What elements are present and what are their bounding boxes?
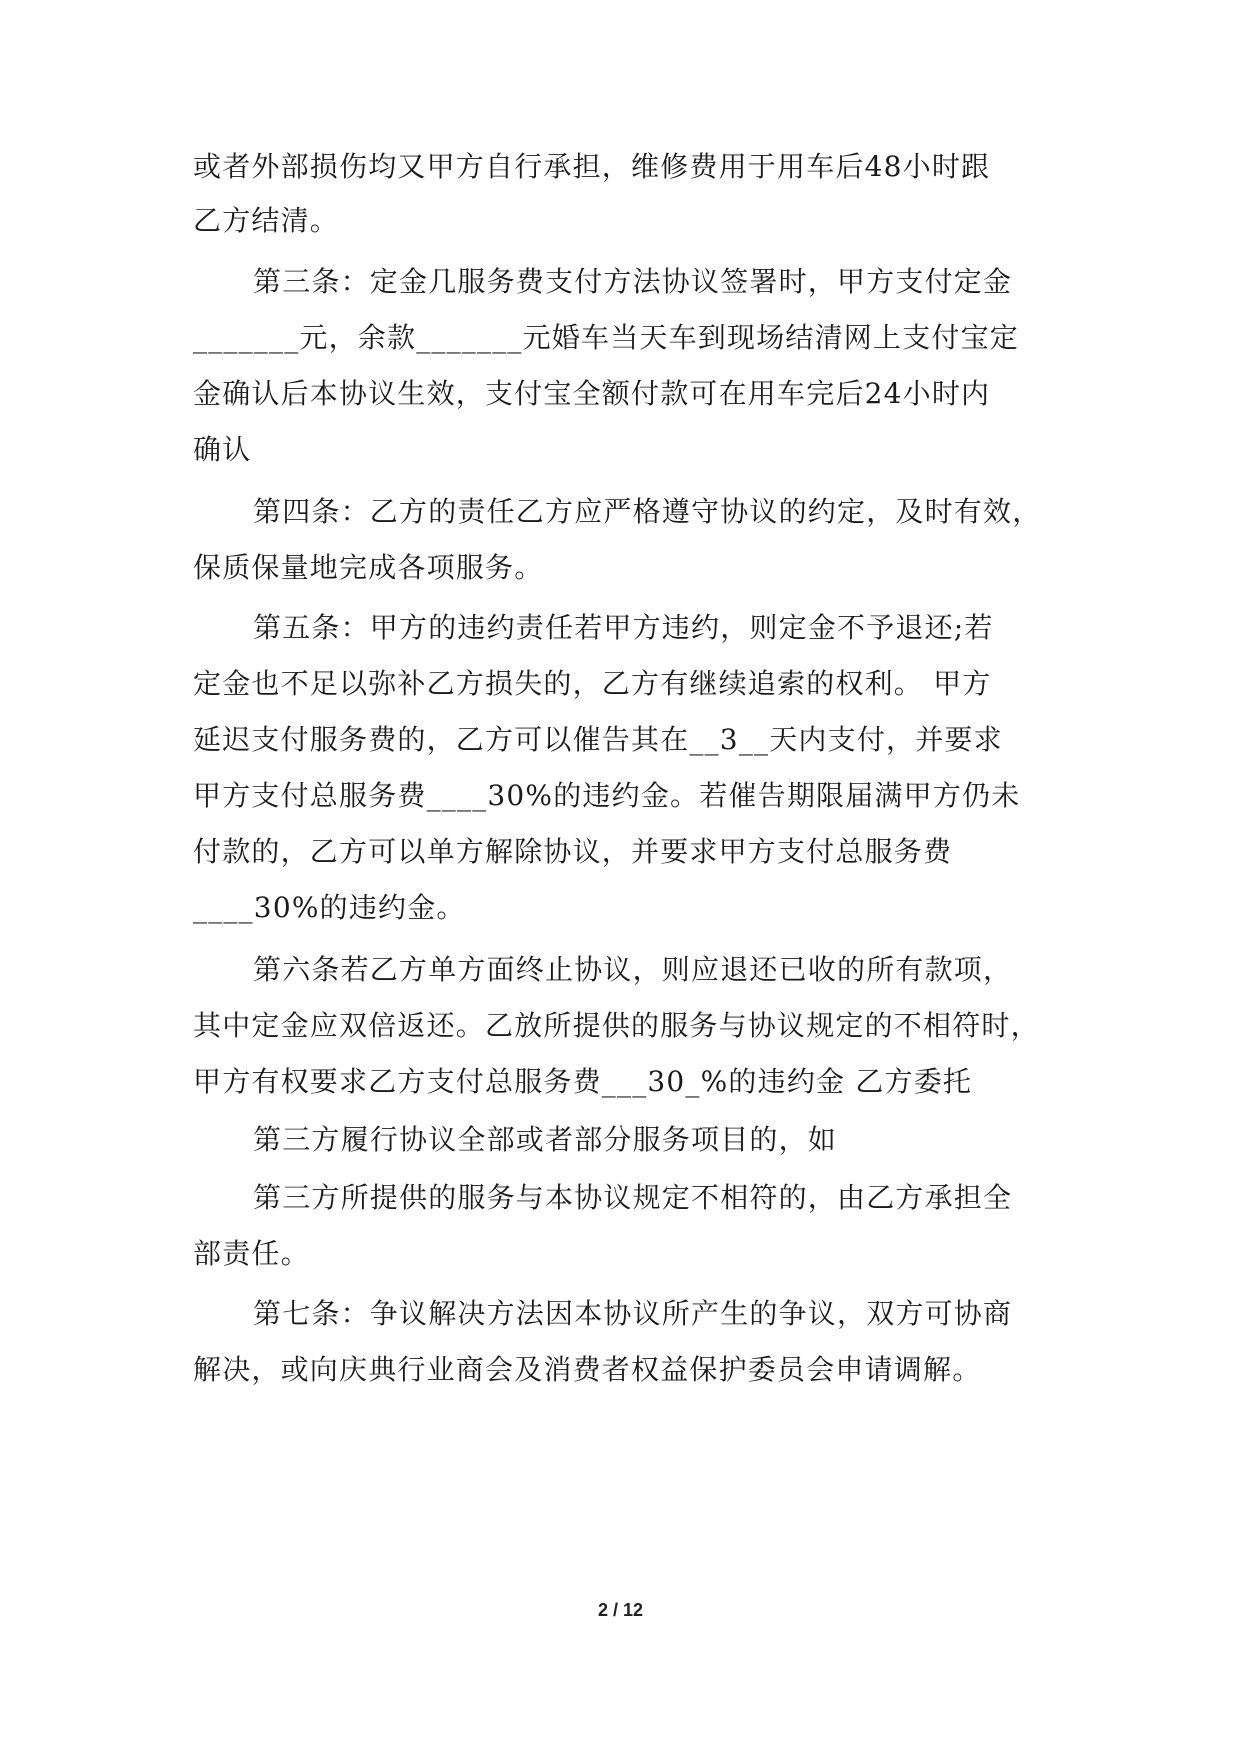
text-line: 或者外部损伤均又甲方自行承担，维修费用于用车后48小时跟	[193, 150, 991, 183]
text-line: 第三方所提供的服务与本协议规定不相符的，由乙方承担全	[253, 1181, 1013, 1214]
text-line: 金确认后本协议生效，支付宝全额付款可在用车完后24小时内	[193, 377, 991, 410]
text-line: 第四条：乙方的责任乙方应严格遵守协议的约定，及时有效，	[253, 495, 1042, 528]
page-number: 2 / 12	[597, 1600, 644, 1620]
text-line: 保质保量地完成各项服务。	[193, 551, 544, 584]
text-line: 第七条：争议解决方法因本协议所产生的争议，双方可协商	[253, 1297, 1013, 1330]
text-line: 定金也不足以弥补乙方损失的，乙方有继续追索的权利。 甲方	[193, 667, 992, 700]
text-line: 第五条：甲方的违约责任若甲方违约，则定金不予退还;若	[253, 611, 994, 644]
text-line: 解决，或向庆典行业商会及消费者权益保护委员会申请调解。	[193, 1353, 982, 1386]
text-line: 其中定金应双倍返还。乙放所提供的服务与协议规定的不相符时，	[193, 1009, 1040, 1042]
text-line: 甲方有权要求乙方支付总服务费___30_%的违约金 乙方委托	[193, 1065, 973, 1098]
text-line: 第三方履行协议全部或者部分服务项目的，如	[253, 1123, 838, 1156]
text-line: _______元，余款_______元婚车当天车到现场结清网上支付宝定	[193, 321, 1020, 354]
text-line: 甲方支付总服务费____30%的违约金。若催告期限届满甲方仍未	[193, 779, 1021, 812]
text-line: ____30%的违约金。	[193, 891, 466, 924]
text-line: 第三条：定金几服务费支付方法协议签署时，甲方支付定金	[253, 265, 1013, 298]
text-line: 付款的，乙方可以单方解除协议，并要求甲方支付总服务费	[193, 835, 953, 868]
text-line: 第六条若乙方单方面终止协议，则应退还已收的所有款项，	[253, 953, 1013, 986]
text-line: 确认	[193, 433, 252, 466]
text-line: 乙方结清。	[193, 204, 340, 237]
text-line: 延迟支付服务费的，乙方可以催告其在__3__天内支付，并要求	[193, 723, 1003, 756]
text-line: 部责任。	[193, 1237, 310, 1270]
